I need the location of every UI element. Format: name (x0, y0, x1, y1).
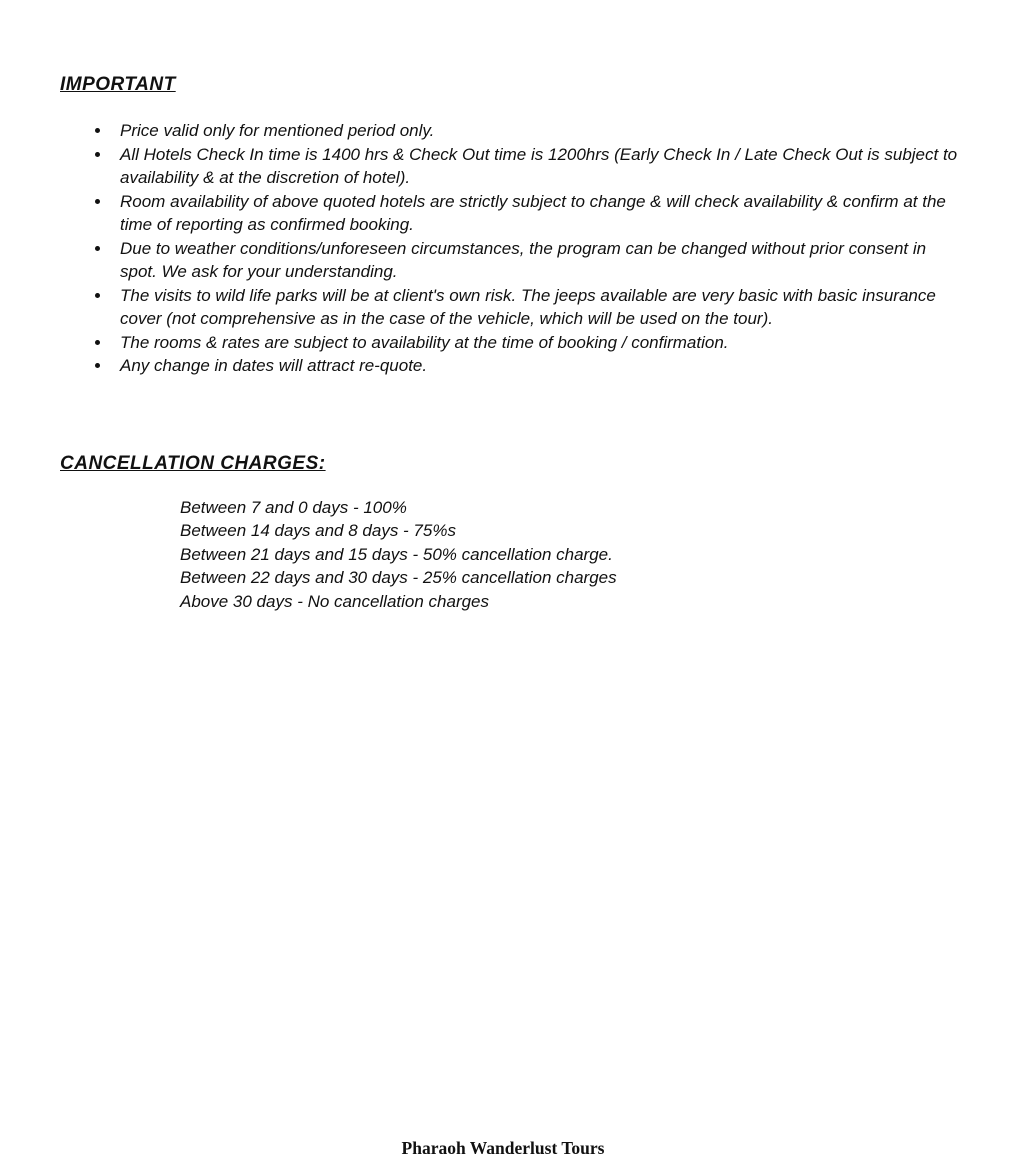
important-bullet: • The rooms & rates are subject to availability at the time of booking / confirmation. (112, 331, 962, 355)
cancellation-line: Between 7 and 0 days - 100% (180, 497, 407, 517)
cancellation-line: Between 22 days and 30 days - 25% cancellation charges (180, 568, 617, 587)
cancellation-list (60, 496, 962, 614)
important-bullet: • Due to weather conditions/unforeseen circumstances, the program can be changed without prior consent in spot. We ask for your understanding. (112, 237, 962, 284)
cancellation-line: Above 30 days - No cancellation charges (180, 591, 490, 611)
cancellation-line: Between 14 days and 8 days - 75%s (180, 521, 456, 540)
important-bullet: • Room availability of above quoted hotels are strictly subject to change & will check availability & confirm at the time of reporting as confirmed booking. (112, 190, 962, 237)
cancellation-line: Between 21 days and 15 days - 50% cancellation charge. (180, 544, 613, 564)
important-bullet-list (60, 119, 962, 378)
important-bullet: • Any change in dates will attract re-quote. (112, 354, 962, 378)
footer-company-name: Pharaoh Wanderlust Tours (401, 1138, 605, 1158)
important-heading: IMPORTANT (60, 74, 176, 95)
cancellation-heading: CANCELLATION CHARGES: (60, 452, 326, 474)
important-bullet: • All Hotels Check In time is 1400 hrs & Check Out time is 1200hrs (Early Check In / Late Check Out is subject to availability & at the discretion of hotel). (112, 143, 962, 190)
important-bullet: • Price valid only for mentioned period only. (112, 119, 962, 143)
important-bullet: • The visits to wild life parks will be at client's own risk. The jeeps available are very basic with basic insurance cover (not comprehensive as in the case of the vehicle, which will be used on the tour). (112, 284, 962, 331)
